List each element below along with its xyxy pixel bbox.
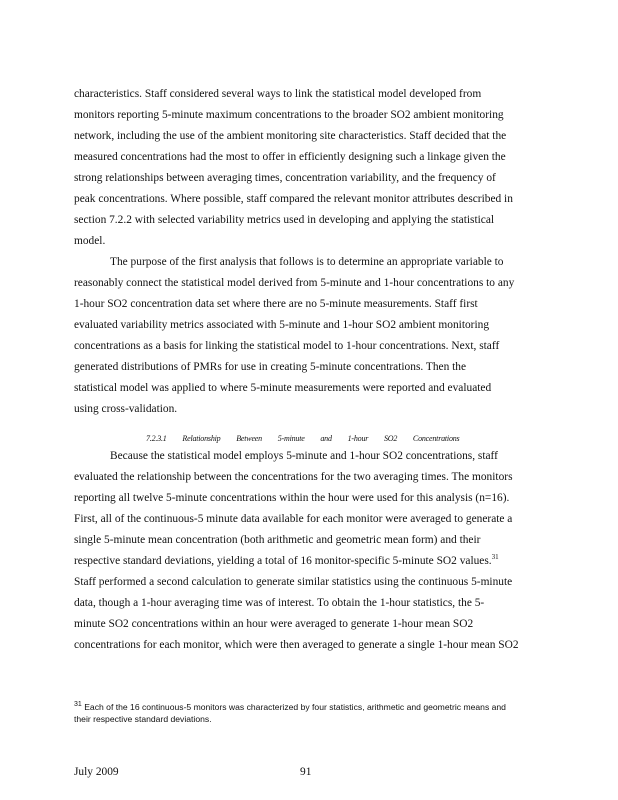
text-line: evaluated the relationship between the concentrations for the two averaging times. The monitors xyxy=(74,471,513,483)
text-line: data, though a 1-hour averaging time was of interest. To obtain the 1-hour statistics, the 5- xyxy=(74,597,485,609)
text-line: reporting all twelve 5-minute concentrations within the hour were used for this analysis (n=16). xyxy=(74,492,510,504)
footnote-line xyxy=(74,702,506,713)
text-line: single 5-minute mean concentration (both arithmetic and geometric mean form) and their xyxy=(74,534,481,546)
page-number: 91 xyxy=(300,766,312,778)
text-line: concentrations for each monitor, which were then averaged to generate a single 1-hour mean SO2 xyxy=(74,639,519,651)
footnote-reference: 31 xyxy=(491,553,499,562)
text-line: concentrations as a basis for linking the statistical model to 1-hour concentrations. Next, staff xyxy=(74,340,500,352)
text-line: reasonably connect the statistical model derived from 5-minute and 1-hour concentrations to any xyxy=(74,277,515,289)
text-line: 1-hour SO2 concentration data set where there are no 5-minute measurements. Staff first xyxy=(74,298,478,310)
text-line: section 7.2.2 with selected variability metrics used in developing and applying the statistical xyxy=(74,214,495,226)
text-line: evaluated variability metrics associated with 5-minute and 1-hour SO2 ambient monitoring xyxy=(74,319,490,331)
text-line xyxy=(74,554,499,568)
text-line: statistical model was applied to where 5-minute measurements were reported and evaluated xyxy=(74,382,492,394)
text-line: strong relationships between averaging times, concentration variability, and the frequency of xyxy=(74,172,496,184)
text-line-content: respective standard deviations, yielding a total of 16 monitor-specific 5-minute SO2 values. xyxy=(74,555,492,567)
text-line: model. xyxy=(74,235,106,247)
text-line: measured concentrations had the most to offer in efficiently designing such a linkage given the xyxy=(74,151,506,163)
text-line: First, all of the continuous-5 minute data available for each monitor were averaged to generate a xyxy=(74,513,513,525)
text-line: Staff performed a second calculation to generate similar statistics using the continuous 5-minute xyxy=(74,576,513,588)
text-line: network, including the use of the ambient monitoring site characteristics. Staff decided that the xyxy=(74,130,507,142)
text-line: characteristics. Staff considered several ways to link the statistical model developed from xyxy=(74,88,482,100)
text-line: generated distributions of PMRs for use in creating 5-minute concentrations. Then the xyxy=(74,361,467,373)
section-heading: 7.2.3.1 Relationship Between 5-minute and 1-hour SO2 Concentrations xyxy=(146,434,460,443)
footer-date: July 2009 xyxy=(74,766,119,778)
text-line: using cross-validation. xyxy=(74,403,178,415)
footnote-line: their respective standard deviations. xyxy=(74,714,212,724)
text-line: peak concentrations. Where possible, staff compared the relevant monitor attributes described in xyxy=(74,193,513,205)
text-line: monitors reporting 5-minute maximum concentrations to the broader SO2 ambient monitoring xyxy=(74,109,504,121)
text-line: The purpose of the first analysis that follows is to determine an appropriate variable to xyxy=(110,256,504,268)
footnote-marker: 31 xyxy=(74,701,82,709)
text-line: minute SO2 concentrations within an hour were averaged to generate 1-hour mean SO2 xyxy=(74,618,474,630)
footnote-text: Each of the 16 continuous-5 monitors was characterized by four statistics, arithmetic and geometric means and xyxy=(84,702,506,712)
text-line: Because the statistical model employs 5-minute and 1-hour SO2 concentrations, staff xyxy=(110,450,498,462)
